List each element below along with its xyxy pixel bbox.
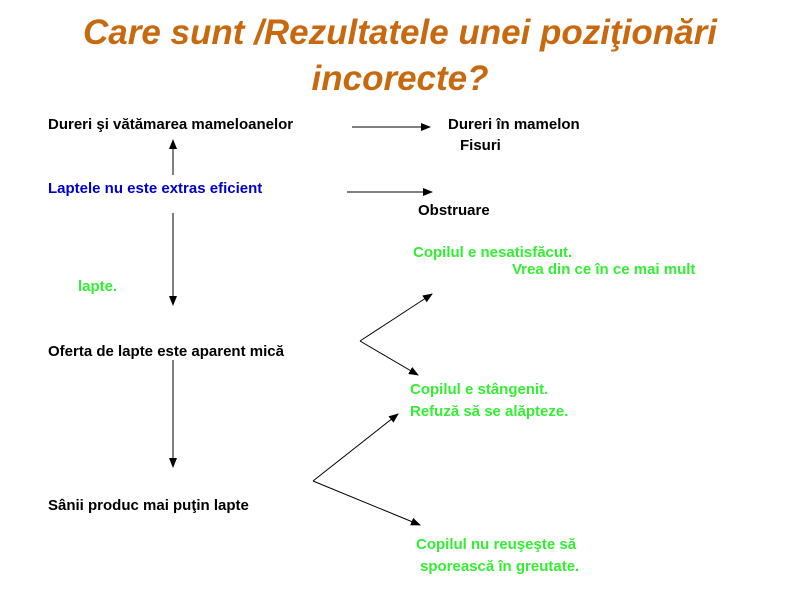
arrow-less-milk-to-weight xyxy=(313,481,420,525)
arrow-supply-to-frustrated xyxy=(360,341,418,375)
node-refuses-feed: Refuză să se alăpteze. xyxy=(410,403,569,420)
slide-title xyxy=(0,10,800,102)
node-nipple-pain: Dureri în mamelon xyxy=(448,116,580,133)
node-fissures: Fisuri xyxy=(460,137,501,154)
node-weight-line1: Copilul nu reuşeşte să xyxy=(416,536,577,553)
title-line-1: Care sunt /Rezultatele unei poziţionări xyxy=(83,13,717,52)
node-pain-damage: Dureri şi vătămarea mameloanelor xyxy=(48,116,294,133)
node-supply-low: Oferta de lapte este aparent mică xyxy=(48,343,284,360)
node-less-milk: Sânii produc mai puţin lapte xyxy=(48,497,249,514)
node-baby-frustrated: Copilul e stângenit. xyxy=(410,381,549,398)
node-wants-more-line1: Vrea din ce în ce mai mult xyxy=(512,261,696,278)
node-milk-not-extracted: Laptele nu este extras eficient xyxy=(48,180,263,197)
arrow-less-milk-to-frustrated xyxy=(313,414,398,481)
node-weight-line2: sporească în greutate. xyxy=(420,558,580,575)
arrow-supply-to-unsatisfied xyxy=(360,294,432,341)
title-line-2: incorecte? xyxy=(311,59,489,98)
node-wants-more-line2: lapte. xyxy=(78,278,118,295)
node-baby-unsatisfied: Copilul e nesatisfăcut. xyxy=(413,244,573,261)
node-obstruction: Obstruare xyxy=(418,202,490,219)
